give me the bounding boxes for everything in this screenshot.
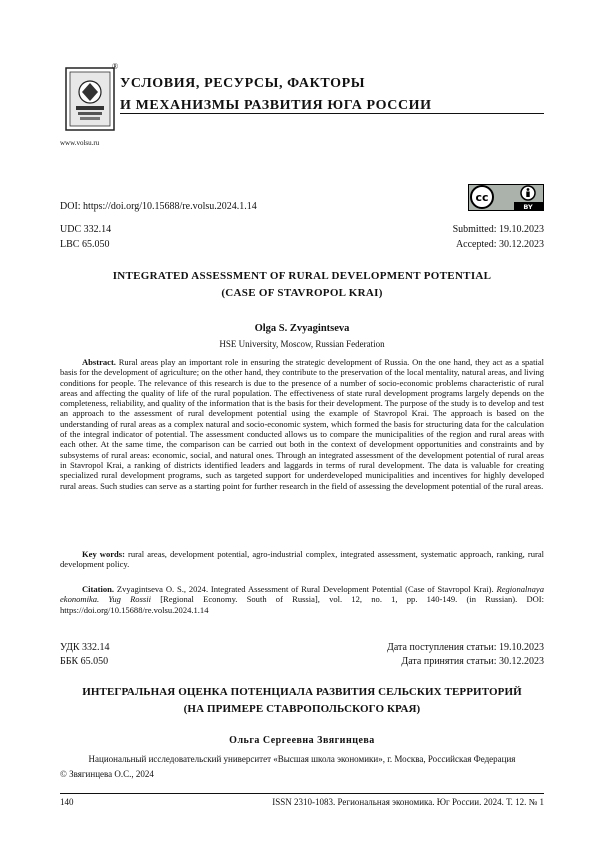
doi-link[interactable]: DOI: https://doi.org/10.15688/re.volsu.2024.1.14 — [60, 201, 257, 212]
submitted-date: Submitted: 19.10.2023 — [452, 224, 544, 235]
article-title-ru — [56, 684, 548, 718]
footer-divider — [60, 793, 544, 794]
article-title-en-line1: INTEGRATED ASSESSMENT OF RURAL DEVELOPMENT POTENTIAL — [112, 270, 492, 282]
issn-line: ISSN 2310-1083. Региональная экономика. Юг России. 2024. Т. 12. № 1 — [272, 797, 544, 807]
page-number: 140 — [60, 797, 74, 807]
keywords — [60, 549, 544, 570]
author-name-en: Olga S. Zvyagintseva — [254, 323, 350, 334]
udc-code: UDC 332.14 — [60, 224, 112, 235]
classification-codes — [60, 222, 111, 252]
classification-codes-ru — [60, 641, 110, 669]
author-name-ru: Ольга Сергеевна Звягинцева — [229, 735, 375, 746]
site-url[interactable]: www.volsu.ru — [60, 139, 100, 147]
udc-code-ru: УДК 332.14 — [60, 642, 110, 653]
affiliation-en: HSE University, Moscow, Russian Federation — [219, 339, 385, 349]
received-date-ru: Дата поступления статьи: 19.10.2023 — [387, 642, 544, 653]
cc-by-license-badge[interactable] — [468, 184, 544, 211]
lbc-code-ru: ББК 65.050 — [60, 656, 109, 667]
keywords-label: Key words: — [82, 549, 125, 559]
accepted-date-ru: Дата принятия статьи: 30.12.2023 — [401, 656, 544, 667]
copyright-ru: © Звягинцева О.С., 2024 — [60, 769, 154, 779]
registered-mark: ® — [112, 62, 119, 71]
submission-dates-ru — [387, 641, 544, 669]
abstract — [60, 357, 544, 491]
abstract-label: Abstract. — [82, 357, 116, 367]
lbc-code: LBC 65.050 — [60, 239, 110, 250]
university-seal-logo — [60, 64, 118, 136]
citation-part2: [Regional Economy. South of Russia], vol. 12, no. 1, pp. 140-149. (in Russian). DOI: https://doi.org/10.15688/re.volsu.2024.1.14 — [60, 594, 545, 615]
journal-title-line1: УСЛОВИЯ, РЕСУРСЫ, ФАКТОРЫ — [120, 76, 366, 91]
citation-journal: Regionalnaya ekonomika. Yug Rossii — [60, 584, 544, 605]
keywords-text: rural areas, development potential, agro-industrial complex, integrated assessment, systematic approach, ranking, rural development policy. — [60, 549, 544, 570]
abstract-text: Rural areas play an important role in ensuring the strategic development of Russia. On the one hand, they act as a spatial basis for the development of agriculture; on the other hand, they contribute to the preservation of the local mentality, natural areas, and living conditions for people. The relevance of this research is due to the presence of a number of socio-economic problems characteristic of rural areas and affecting the quality of life of the rural population. The effectiveness of state rural development programs largely depends on the completeness, reliability, and quality of the information that is the basis for their development. The purpose of the study is to develop and test an approach to the assessment of rural development potential using the example of Stavropol Krai. The approach is based on the understanding of rural areas as a complex natural and socio-economic system, which formed the basis for structuring data for the calculation of the integral indicator of potential. The assessment conducted allows us to compare the municipalities of the region and rural areas with each other. At the same time, the comparison can be carried out both in the context of development opportunities and constraints and by subsystems of rural areas: economic, social, and natural ones. Through an integrated assessment of the development potential of rural areas in Stavropol Krai, a ranking of districts identified leaders and laggards in terms of rural development. The data is valuable for creating specialized rural development programs, such as targeted support for underdeveloped municipalities and incentives for highly developed rural areas. Such studies can serve as a starting point for further research in the field of assessing the development potential of the rural areas. — [60, 357, 545, 491]
citation — [60, 584, 544, 615]
accepted-date: Accepted: 30.12.2023 — [455, 239, 544, 250]
affiliation-ru: Национальный исследовательский университет «Высшая школа экономики», г. Москва, Российская Федерация — [88, 754, 516, 764]
article-title-en — [60, 268, 544, 302]
article-title-en-line2: (CASE OF STAVROPOL KRAI) — [221, 287, 383, 299]
journal-title — [120, 73, 432, 117]
article-title-ru-line1: ИНТЕГРАЛЬНАЯ ОЦЕНКА ПОТЕНЦИАЛА РАЗВИТИЯ СЕЛЬСКИХ ТЕРРИТОРИЙ — [82, 686, 522, 698]
citation-label: Citation. — [82, 584, 115, 594]
submission-dates — [453, 222, 544, 252]
license-badge-text: BY — [523, 203, 533, 211]
article-title-ru-line2: (НА ПРИМЕРЕ СТАВРОПОЛЬСКОГО КРАЯ) — [183, 703, 421, 715]
journal-title-line2: И МЕХАНИЗМЫ РАЗВИТИЯ ЮГА РОССИИ — [120, 98, 432, 113]
citation-part1: Zvyagintseva O. S., 2024. Integrated Assessment of Rural Development Potential (Case of Stavropol Krai). — [116, 584, 494, 594]
svg-text:cc: cc — [475, 191, 489, 204]
header-divider — [120, 113, 544, 114]
